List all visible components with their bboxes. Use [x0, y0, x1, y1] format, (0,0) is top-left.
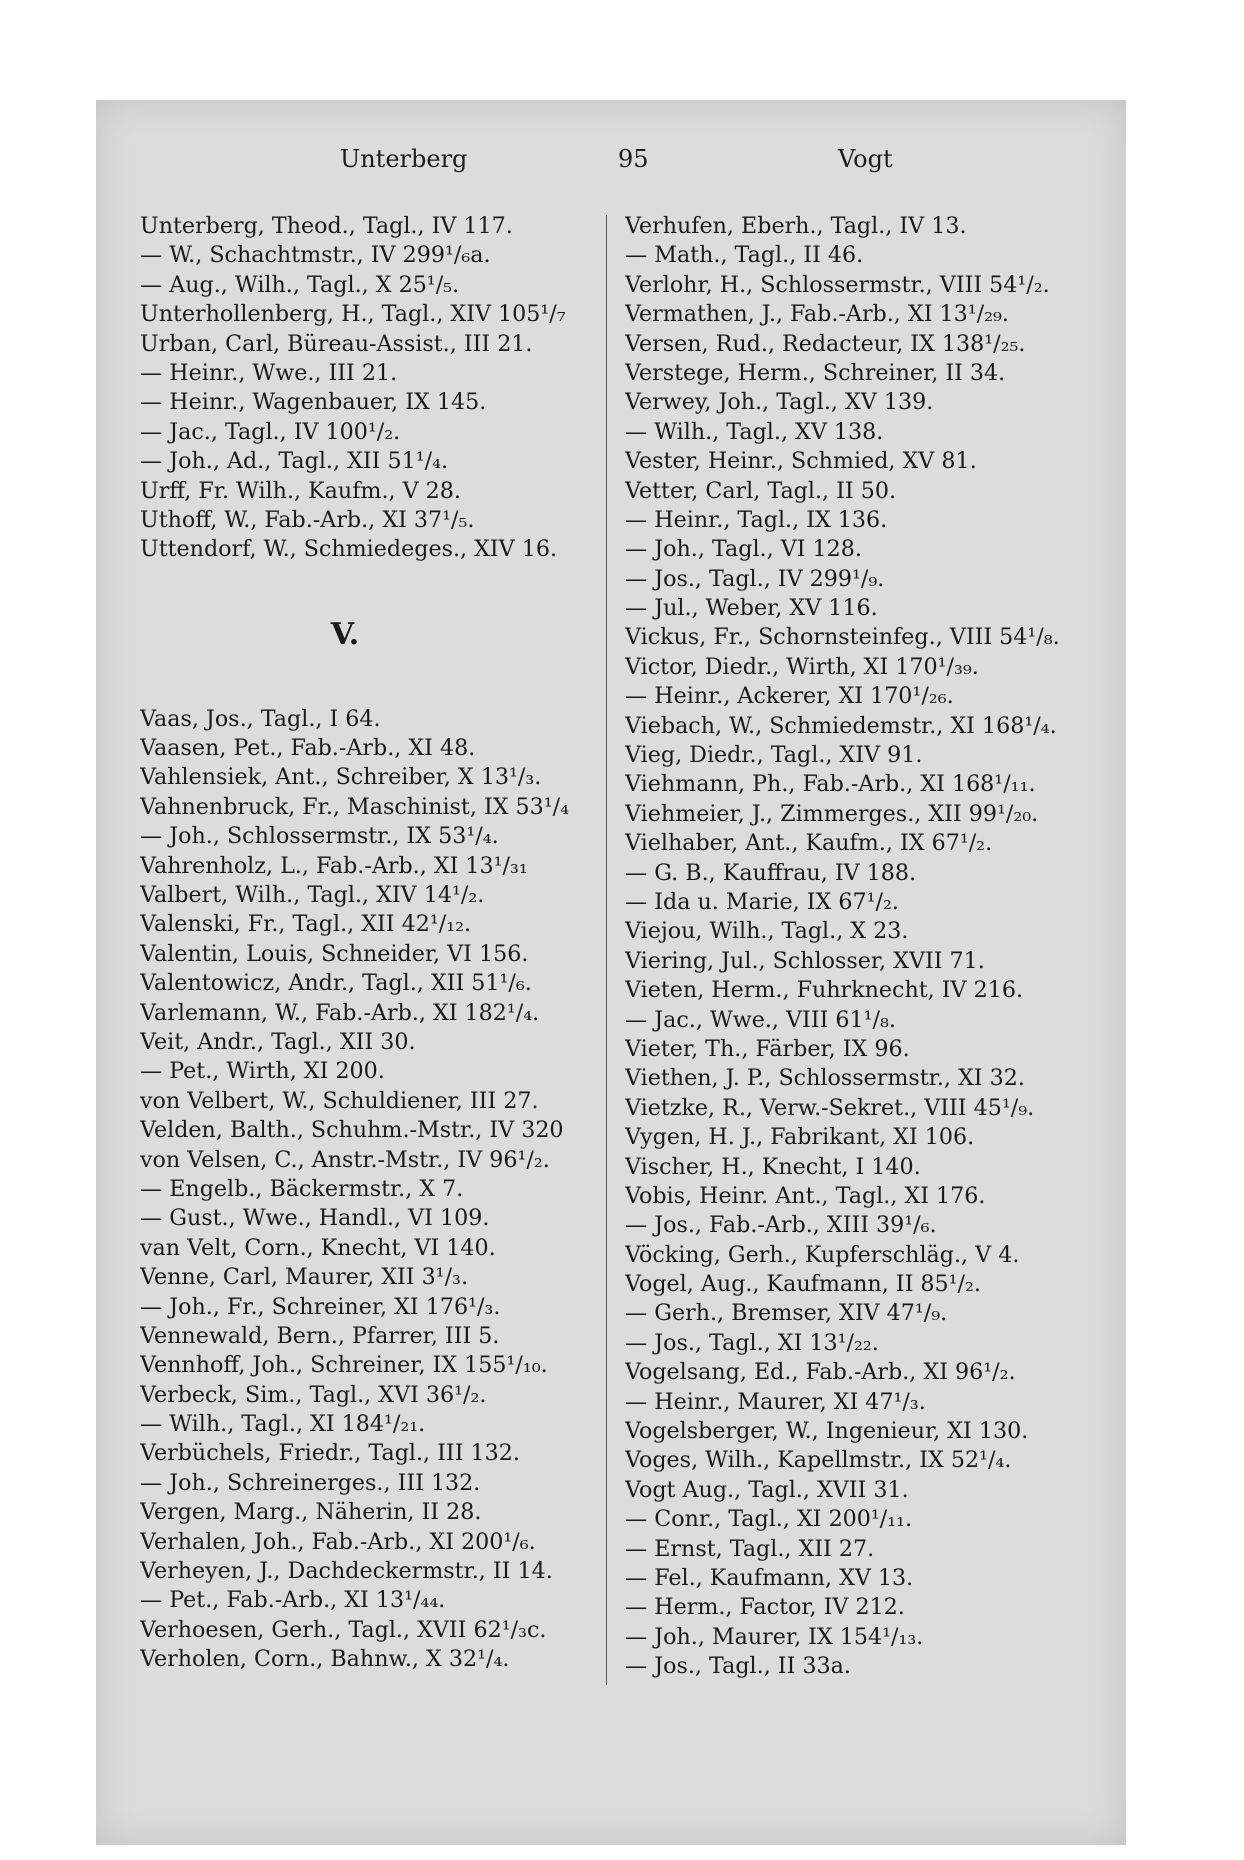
directory-entry: — Ernst, Tagl., XII 27. [625, 1535, 875, 1562]
directory-entry: Verheyen, J., Dachdeckermstr., II 14. [140, 1558, 553, 1585]
directory-entry: Vielhaber, Ant., Kaufm., IX 67¹/₂. [625, 830, 993, 857]
directory-entry: Valentin, Louis, Schneider, VI 156. [140, 940, 529, 967]
directory-entry: Viering, Jul., Schlosser, XVII 71. [625, 947, 985, 974]
directory-entry: — Joh., Schlossermstr., IX 53¹/₄. [140, 823, 499, 850]
directory-entry: Unterhollenberg, H., Tagl., XIV 105¹/₇ [140, 301, 566, 328]
directory-entry: — Heinr., Wagenbauer, IX 145. [140, 389, 487, 416]
right-column [625, 212, 1095, 1682]
directory-entry: Vermathen, J., Fab.-Arb., XI 13¹/₂₉. [625, 301, 1009, 328]
directory-entry: Valbert, Wilh., Tagl., XIV 14¹/₂. [140, 882, 485, 909]
directory-entry: Viejou, Wilh., Tagl., X 23. [625, 918, 909, 945]
directory-entry: — Heinr., Wwe., III 21. [140, 359, 398, 386]
directory-entry: — Heinr., Maurer, XI 47¹/₃. [625, 1388, 926, 1415]
directory-entry: Vobis, Heinr. Ant., Tagl., XI 176. [625, 1182, 986, 1209]
header-right-catchword: Vogt [838, 145, 893, 173]
directory-entry: Vahnenbruck, Fr., Maschinist, IX 53¹/₄ [140, 793, 570, 820]
directory-entry: Viehmann, Ph., Fab.-Arb., XI 168¹/₁₁. [625, 771, 1036, 798]
directory-entry: Velden, Balth., Schuhm.-Mstr., IV 320 [140, 1117, 564, 1144]
directory-entry: Verhoesen, Gerh., Tagl., XVII 62¹/₃c. [140, 1616, 547, 1643]
directory-entry: Vieter, Th., Färber, IX 96. [625, 1035, 910, 1062]
left-column [140, 212, 610, 1675]
directory-entry: — Joh., Ad., Tagl., XII 51¹/₄. [140, 448, 449, 475]
directory-entry: Vogt Aug., Tagl., XVII 31. [625, 1476, 909, 1503]
header-left-catchword: Unterberg [340, 145, 468, 173]
directory-entry: Viebach, W., Schmiedemstr., XI 168¹/₄. [625, 712, 1057, 739]
directory-entry: — Math., Tagl., II 46. [625, 242, 864, 269]
directory-entry: — Jul., Weber, XV 116. [625, 595, 878, 622]
directory-entry: van Velt, Corn., Knecht, VI 140. [140, 1234, 496, 1261]
directory-entry: — Wilh., Tagl., XV 138. [625, 418, 884, 445]
directory-entry: — Engelb., Bäckermstr., X 7. [140, 1175, 464, 1202]
directory-entry: Victor, Diedr., Wirth, XI 170¹/₃₉. [625, 653, 979, 680]
directory-entry: Vennewald, Bern., Pfarrer, III 5. [140, 1322, 500, 1349]
directory-entry: Vogel, Aug., Kaufmann, II 85¹/₂. [625, 1271, 981, 1298]
directory-entry: — G. B., Kauffrau, IV 188. [625, 859, 917, 886]
directory-entry: Valenski, Fr., Tagl., XII 42¹/₁₂. [140, 911, 472, 938]
directory-entry: Vennhoff, Joh., Schreiner, IX 155¹/₁₀. [140, 1352, 548, 1379]
directory-entry: von Velsen, C., Anstr.-Mstr., IV 96¹/₂. [140, 1146, 550, 1173]
directory-entry: — Aug., Wilh., Tagl., X 25¹/₅. [140, 271, 460, 298]
directory-entry: — Jac., Wwe., VIII 61¹/₈. [625, 1006, 896, 1033]
directory-entry: — Pet., Fab.-Arb., XI 13¹/₄₄. [140, 1587, 446, 1614]
directory-entry: Vester, Heinr., Schmied, XV 81. [625, 448, 977, 475]
directory-entry: Veit, Andr., Tagl., XII 30. [140, 1028, 416, 1055]
directory-entry: Vygen, H. J., Fabrikant, XI 106. [625, 1124, 975, 1151]
directory-entry: — Conr., Tagl., XI 200¹/₁₁. [625, 1506, 913, 1533]
left-bottom-entries [140, 705, 610, 1675]
directory-entry: — Joh., Maurer, IX 154¹/₁₃. [625, 1623, 924, 1650]
directory-entry: Vieg, Diedr., Tagl., XIV 91. [625, 742, 923, 769]
directory-entry: Viehmeier, J., Zimmerges., XII 99¹/₂₀. [625, 800, 1039, 827]
directory-entry: — Jos., Tagl., II 33a. [625, 1653, 851, 1680]
directory-entry: Vogelsberger, W., Ingenieur, XI 130. [625, 1418, 1029, 1445]
section-letter: V. [330, 616, 360, 652]
directory-entry: Uthoff, W., Fab.-Arb., XI 37¹/₅. [140, 506, 475, 533]
directory-entry: Venne, Carl, Maurer, XII 3¹/₃. [140, 1264, 468, 1291]
directory-entry: Voges, Wilh., Kapellmstr., IX 52¹/₄. [625, 1447, 1012, 1474]
directory-entry: Unterberg, Theod., Tagl., IV 117. [140, 213, 513, 239]
directory-entry: — Herm., Factor, IV 212. [625, 1594, 905, 1621]
directory-entry: Vietzke, R., Verw.-Sekret., VIII 45¹/₉. [625, 1094, 1035, 1121]
directory-entry: — Joh., Schreinerges., III 132. [140, 1469, 481, 1496]
directory-entry: Verlohr, H., Schlossermstr., VIII 54¹/₂. [625, 271, 1050, 298]
directory-entry: Verbeck, Sim., Tagl., XVI 36¹/₂. [140, 1381, 487, 1408]
directory-entry: Vahrenholz, L., Fab.-Arb., XI 13¹/₃₁ [140, 852, 528, 879]
directory-entry: Valentowicz, Andr., Tagl., XII 51¹/₆. [140, 970, 532, 997]
directory-entry: — Joh., Tagl., VI 128. [625, 536, 862, 563]
directory-entry: Vickus, Fr., Schornsteinfeg., VIII 54¹/₈. [625, 624, 1060, 651]
page-header [0, 145, 1244, 185]
directory-entry: Vöcking, Gerh., Kupferschläg., V 4. [625, 1241, 1020, 1268]
directory-entry: Viethen, J. P., Schlossermstr., XI 32. [625, 1065, 1025, 1092]
directory-entry: Verholen, Corn., Bahnw., X 32¹/₄. [140, 1646, 510, 1673]
directory-entry: — Jos., Tagl., XI 13¹/₂₂. [625, 1329, 879, 1356]
left-top-entries [140, 212, 610, 565]
directory-entry: Varlemann, W., Fab.-Arb., XI 182¹/₄. [140, 999, 540, 1026]
directory-entry: Verbüchels, Friedr., Tagl., III 132. [140, 1440, 520, 1467]
directory-entry: — Fel., Kaufmann, XV 13. [625, 1564, 914, 1591]
directory-entry: — Gerh., Bremser, XIV 47¹/₉. [625, 1300, 948, 1327]
directory-entry: — W., Schachtmstr., IV 299¹/₆a. [140, 242, 491, 269]
directory-entry: — Jac., Tagl., IV 100¹/₂. [140, 418, 401, 445]
directory-entry: Verhufen, Eberh., Tagl., IV 13. [625, 213, 967, 239]
directory-entry: — Pet., Wirth, XI 200. [140, 1058, 385, 1085]
directory-entry: — Wilh., Tagl., XI 184¹/₂₁. [140, 1411, 426, 1438]
directory-entry: Vahlensiek, Ant., Schreiber, X 13¹/₃. [140, 764, 542, 791]
directory-entry: Vaasen, Pet., Fab.-Arb., XI 48. [140, 735, 476, 762]
directory-entry: Urban, Carl, Büreau-Assist., III 21. [140, 330, 533, 357]
directory-entry: — Joh., Fr., Schreiner, XI 176¹/₃. [140, 1293, 501, 1320]
directory-entry: Vischer, H., Knecht, I 140. [625, 1153, 921, 1180]
directory-entry: — Jos., Tagl., IV 299¹/₉. [625, 565, 885, 592]
directory-entry: — Gust., Wwe., Handl., VI 109. [140, 1205, 490, 1232]
directory-entry: Vergen, Marg., Näherin, II 28. [140, 1499, 482, 1526]
directory-entry: Vetter, Carl, Tagl., II 50. [625, 477, 896, 504]
directory-entry: Urff, Fr. Wilh., Kaufm., V 28. [140, 477, 461, 504]
directory-entry: Vaas, Jos., Tagl., I 64. [140, 705, 381, 732]
page-number: 95 [618, 145, 649, 173]
directory-entry: Uttendorf, W., Schmiedeges., XIV 16. [140, 536, 558, 563]
directory-entry: — Jos., Fab.-Arb., XIII 39¹/₆. [625, 1212, 937, 1239]
directory-entry: — Heinr., Ackerer, XI 170¹/₂₆. [625, 683, 954, 710]
directory-entry: Verhalen, Joh., Fab.-Arb., XI 200¹/₆. [140, 1528, 536, 1555]
directory-entry: von Velbert, W., Schuldiener, III 27. [140, 1087, 539, 1114]
directory-entry: Versen, Rud., Redacteur, IX 138¹/₂₅. [625, 330, 1026, 357]
directory-entry: — Heinr., Tagl., IX 136. [625, 506, 888, 533]
directory-entry: Vieten, Herm., Fuhrknecht, IV 216. [625, 977, 1024, 1004]
directory-entry: Verstege, Herm., Schreiner, II 34. [625, 359, 1006, 386]
directory-entry: Verwey, Joh., Tagl., XV 139. [625, 389, 934, 416]
directory-entry: — Ida u. Marie, IX 67¹/₂. [625, 888, 899, 915]
directory-entry: Vogelsang, Ed., Fab.-Arb., XI 96¹/₂. [625, 1359, 1016, 1386]
